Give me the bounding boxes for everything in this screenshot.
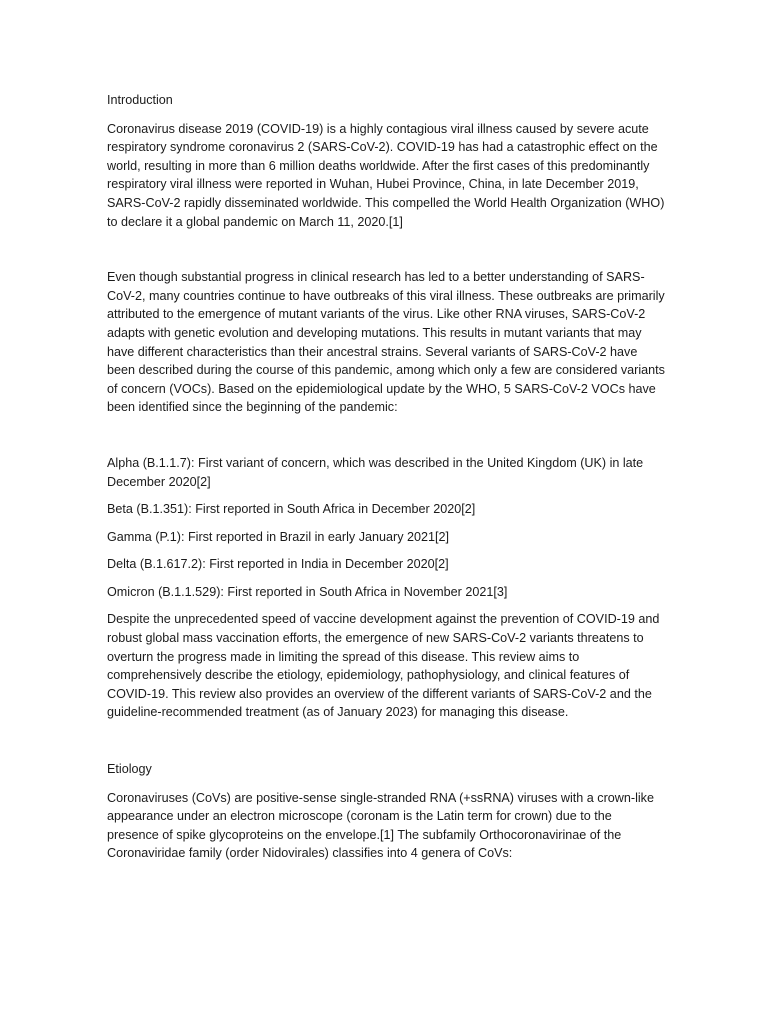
list-item: Delta (B.1.617.2): First reported in India in December 2020[2] [107,557,449,572]
document-page [107,91,667,873]
introduction-paragraph-1: Coronavirus disease 2019 (COVID-19) is a highly contagious viral illness caused by severe acute respiratory syndrome coronavirus 2 (SARS-CoV-2). COVID-19 has had a catastrophic effect on the world, resulting in more than 6 million deaths worldwide. After the first cases of this predominantly respiratory viral illness were reported in Wuhan, Hubei Province, China, in late December 2019, SARS-CoV-2 rapidly disseminated worldwide. This compelled the World Health Organization (WHO) to declare it a global pandemic on March 11, 2020.[1] [107,121,665,229]
etiology-paragraph-1: Coronaviruses (CoVs) are positive-sense single-stranded RNA (+ssRNA) viruses with a crown-like appearance under an electron microscope (coronam is the Latin term for crown) due to the presence of spike glycoproteins on the envelope.[1] The subfamily Orthocoronavirinae of the Coronaviridae family (order Nidovirales) classifies into 4 genera of CoVs: [107,790,654,861]
introduction-paragraph-3: Despite the unprecedented speed of vaccine development against the prevention of COVID-19 and robust global mass vaccination efforts, the emergence of new SARS-CoV-2 variants threatens to overturn the progress made in limiting the spread of this disease. This review aims to comprehensively describe the etiology, epidemiology, pathophysiology, and clinical features of COVID-19. This review also provides an overview of the different variants of SARS-CoV-2 and the guideline-recommended treatment (as of January 2023) for managing this disease. [107,612,660,720]
section-heading-etiology: Etiology [107,762,152,777]
list-item: Omicron (B.1.1.529): First reported in South Africa in November 2021[3] [107,584,508,599]
variant-list [107,454,667,602]
list-item: Beta (B.1.351): First reported in South Africa in December 2020[2] [107,502,476,517]
introduction-paragraph-2: Even though substantial progress in clinical research has led to a better understanding of SARS-CoV-2, many countries continue to have outbreaks of this viral illness. These outbreaks are primarily attributed to the emergence of mutant variants of the virus. Like other RNA viruses, SARS-CoV-2 adapts with genetic evolution and developing mutations. This results in mutant variants that may have different characteristics than their ancestral strains. Several variants of SARS-CoV-2 have been described during the course of this pandemic, among which only a few are considered variants of concern (VOCs). Based on the epidemiological update by the WHO, 5 SARS-CoV-2 VOCs have been identified since the beginning of the pandemic: [107,270,665,415]
list-item: Gamma (P.1): First reported in Brazil in early January 2021[2] [107,529,450,544]
section-heading-introduction: Introduction [107,93,173,107]
list-item: Alpha (B.1.1.7): First variant of concern, which was described in the United Kingdom (UK) in late December 2020[2] [107,455,644,489]
